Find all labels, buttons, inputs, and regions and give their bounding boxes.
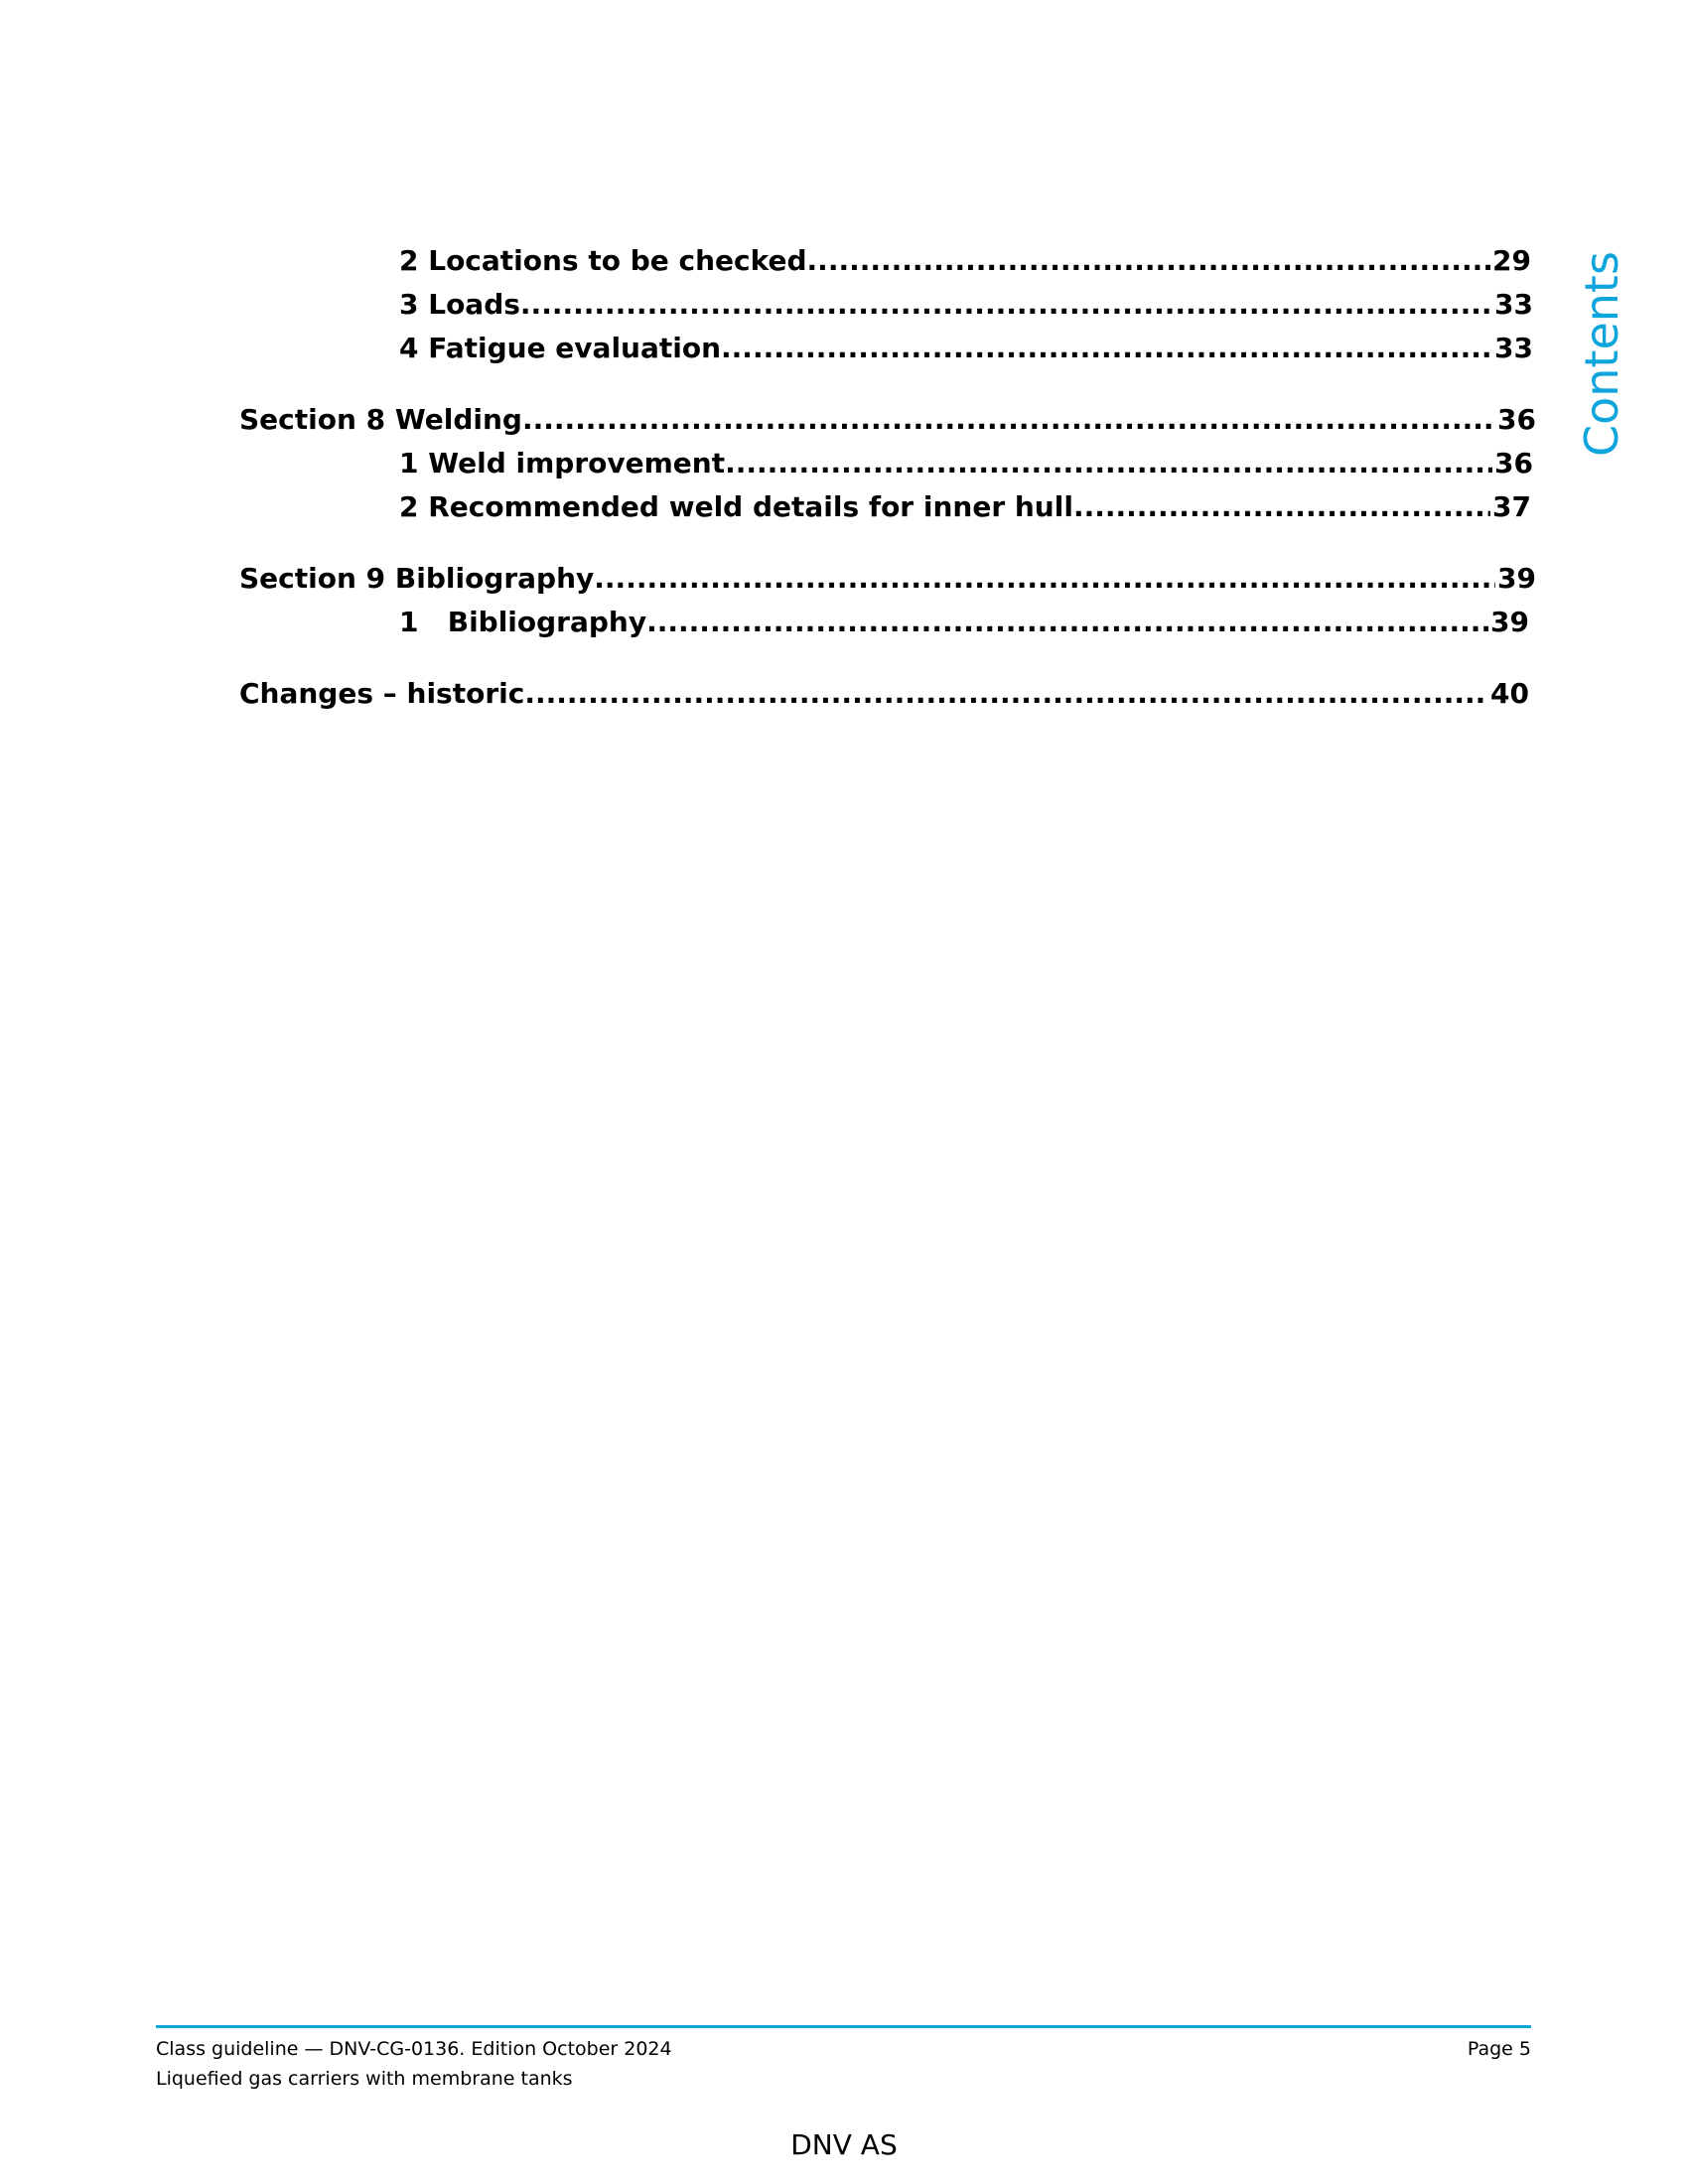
toc-entry-label: Changes – historic (239, 677, 525, 710)
dot-leader (524, 676, 1488, 712)
dot-leader (520, 287, 1492, 323)
toc-entry-page: 40 (1490, 677, 1529, 710)
toc-entry-locations-to-be-checked[interactable] (399, 243, 1531, 279)
dot-leader (807, 243, 1490, 279)
toc-entry-label: 3 Loads (399, 288, 520, 321)
dot-leader (721, 331, 1492, 366)
contents-side-title: Contents (1575, 251, 1628, 457)
toc-entry-label: 2 Locations to be checked (399, 244, 807, 277)
toc-entry-page: 39 (1490, 606, 1529, 638)
toc-entry-label: Section 8 Welding (239, 403, 522, 436)
toc-entry-weld-improvement[interactable] (399, 446, 1533, 481)
dot-leader (594, 561, 1495, 597)
toc-entry-page: 33 (1494, 288, 1533, 321)
toc-entry-label: 1 Bibliography (399, 606, 647, 638)
dot-leader (522, 402, 1495, 438)
toc-entry-fatigue-evaluation[interactable] (399, 331, 1533, 366)
toc-entry-section-9-bibliography[interactable] (239, 561, 1536, 597)
toc-entry-page: 36 (1494, 447, 1533, 479)
dot-leader (1073, 489, 1490, 525)
toc-entry-label: 2 Recommended weld details for inner hull (399, 490, 1073, 523)
footer-document-subtitle: Liquefied gas carriers with membrane tanks (156, 2068, 573, 2090)
toc-entry-bibliography[interactable] (399, 605, 1529, 640)
toc-entry-page: 33 (1494, 332, 1533, 364)
dot-leader (646, 605, 1488, 640)
toc-entry-label: Section 9 Bibliography (239, 562, 595, 595)
toc-entry-page: 39 (1497, 562, 1536, 595)
toc-entry-label: 4 Fatigue evaluation (399, 332, 722, 364)
toc-entry-recommended-weld-details[interactable] (399, 489, 1531, 525)
toc-entry-page: 29 (1492, 244, 1531, 277)
toc-entry-changes-historic[interactable] (239, 676, 1529, 712)
toc-entry-page: 37 (1492, 490, 1531, 523)
toc-entry-section-8-welding[interactable] (239, 402, 1536, 438)
footer-document-title: Class guideline — DNV-CG-0136. Edition October 2024 (156, 2038, 672, 2060)
toc-entry-label: 1 Weld improvement (399, 447, 726, 479)
toc-entry-page: 36 (1497, 403, 1536, 436)
table-of-contents (0, 0, 1688, 754)
footer-page-number: Page 5 (1467, 2038, 1531, 2060)
dot-leader (725, 446, 1492, 481)
footer-divider (156, 2025, 1531, 2028)
footer-company-name: DNV AS (790, 2128, 898, 2161)
toc-entry-loads[interactable] (399, 287, 1533, 323)
